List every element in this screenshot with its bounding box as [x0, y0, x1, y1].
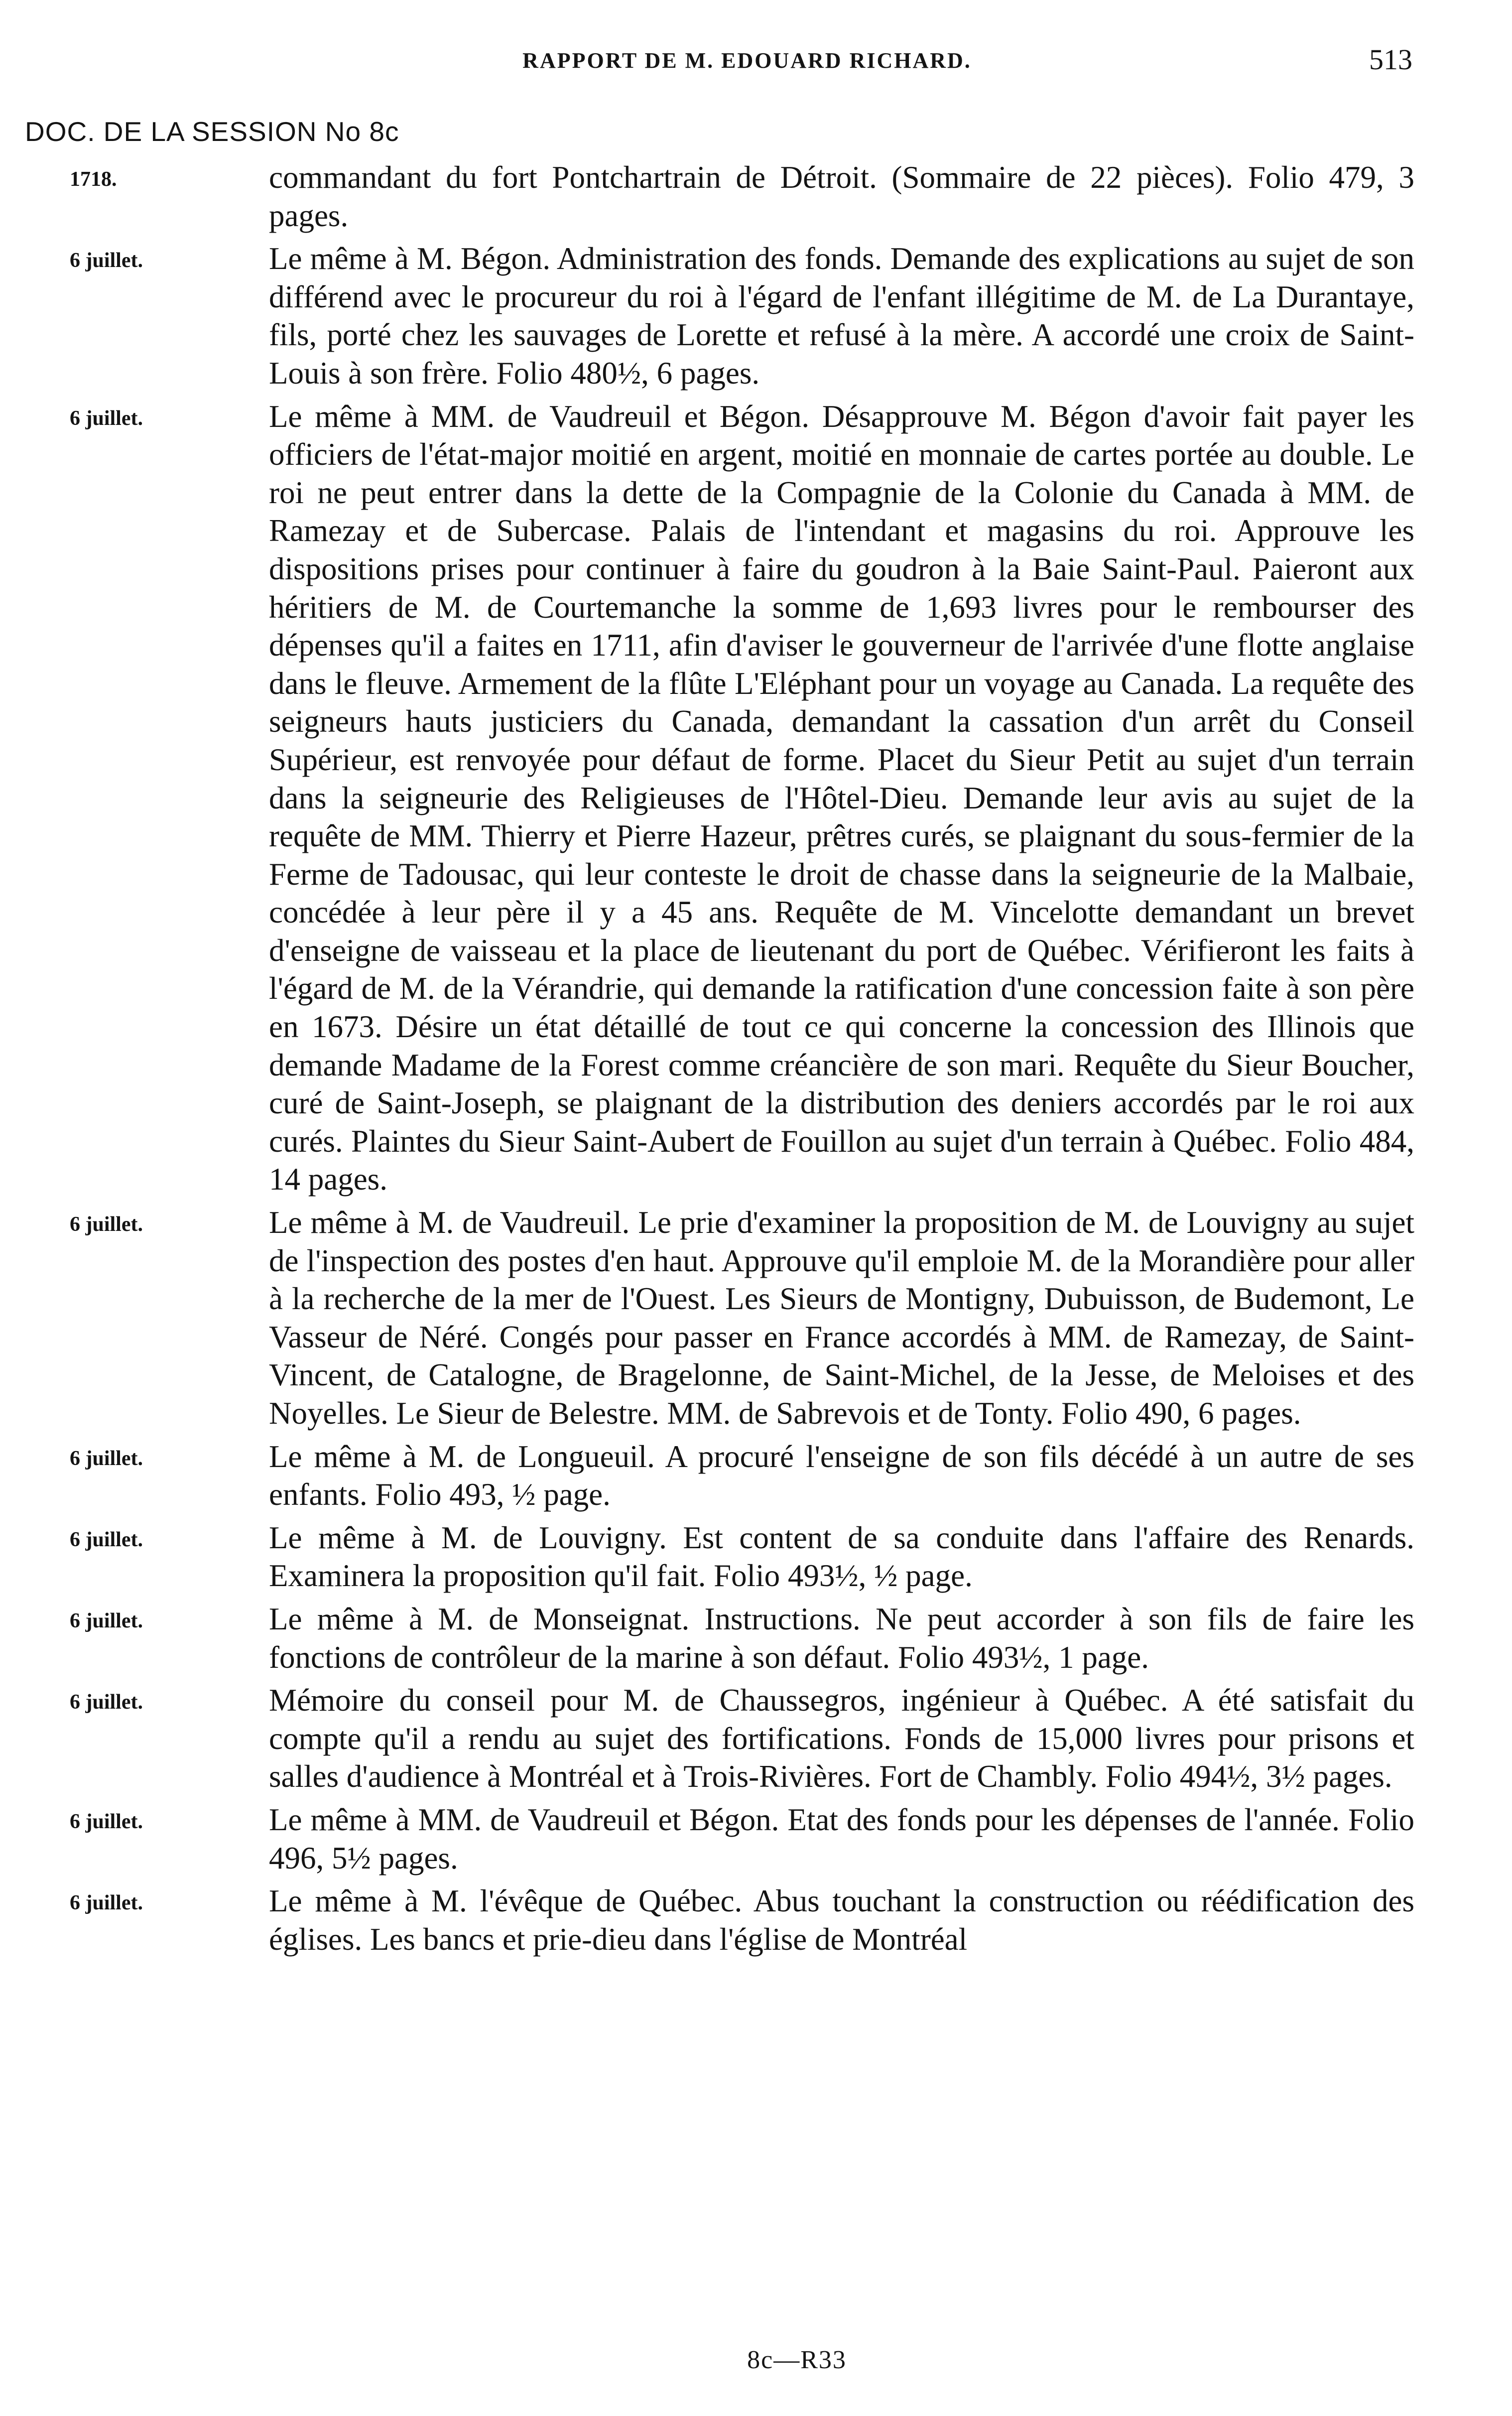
entry — [0, 1681, 1512, 1796]
entry-text: Mémoire du conseil pour M. de Chaussegros, ingénieur à Québec. A été satisfait du compte qu'il a rendu au sujet des fortifications. Fonds de 15,000 livres pour prisons et salles d'audience à Montréal et à Trois-Rivières. Fort de Chambly. Folio 494½, 3½ pages. — [269, 1683, 1414, 1794]
entry-date: 6 juillet. — [70, 1891, 143, 1915]
entry-text: Le même à M. de Louvigny. Est content de sa conduite dans l'affaire des Renards. Examinera la proposition qu'il fait. Folio 493½, ½ page. — [269, 1520, 1414, 1594]
entry-date: 6 juillet. — [70, 1810, 143, 1833]
entry — [0, 1438, 1512, 1514]
entry-text: Le même à M. de Vaudreuil. Le prie d'examiner la proposition de M. de Louvigny au sujet de l'inspection des postes d'en haut. Approuve qu'il emploie M. de la Morandière pour aller à la recherche de la mer de l'Ouest. Les Sieurs de Montigny, Dubuisson, de Budemont, Le Vasseur de Néré. Congés pour passer en France accordés à MM. de Ramezay, de Saint-Vincent, de Catalogne, de Bragelonne, de Saint-Michel, de la Jesse, de Meloises et des Noyelles. Le Sieur de Belestre. MM. de Sabrevois et de Tonty. Folio 490, 6 pages. — [269, 1205, 1414, 1431]
entry — [0, 1204, 1512, 1433]
entry-date: 1718. — [70, 168, 117, 191]
entry-date: 6 juillet. — [70, 249, 143, 272]
entry — [0, 1600, 1512, 1676]
entry-date: 6 juillet. — [70, 1528, 143, 1551]
entry-date: 6 juillet. — [70, 1691, 143, 1714]
entry-text: Le même à M. de Monseignat. Instructions. Ne peut accorder à son fils de faire les fonctions de contrôleur de la marine à son défaut. Folio 493½, 1 page. — [269, 1601, 1414, 1675]
entry — [0, 158, 1512, 235]
entry — [0, 240, 1512, 392]
entry-text: Le même à MM. de Vaudreuil et Bégon. Etat des fonds pour les dépenses de l'année. Folio 496, 5½ pages. — [269, 1802, 1414, 1876]
printer-signature: 8c—R33 — [747, 2346, 847, 2374]
entry-text: Le même à MM. de Vaudreuil et Bégon. Désapprouve M. Bégon d'avoir fait payer les officiers de l'état-major moitié en argent, moitié en monnaie de cartes portée au double. Le roi ne peut entrer dans la dette de la Compagnie de la Colonie du Canada à MM. de Ramezay et de Subercase. Palais de l'intendant et magasins du roi. Approuve les dispositions prises pour continuer à faire du goudron à la Baie Saint-Paul. Paieront aux héritiers de M. de Courtemanche la somme de 1,693 livres pour le rembourser des dépenses qu'il a faites en 1711, afin d'aviser le gouverneur de l'arrivée d'une flotte anglaise dans le fleuve. Armement de la flûte L'Eléphant pour un voyage au Canada. La requête des seigneurs hauts justiciers du Canada, demandant la cassation d'un arrêt du Conseil Supérieur, est renvoyée pour défaut de forme. Placet du Sieur Petit au sujet d'un terrain dans la seigneurie des Religieuses de l'Hôtel-Dieu. Demande leur avis au sujet de la requête de MM. Thierry et Pierre Hazeur, prêtres curés, se plaignant du sous-fermier de la Ferme de Tadousac, qui leur conteste le droit de chasse dans la seigneurie de la Malbaie, concédée à leur père il y a 45 ans. Requête de M. Vincelotte demandant un brevet d'enseigne de vaisseau et la place de lieutenant du port de Québec. Vérifieront les faits à l'égard de M. de la Vérandrie, qui demande la ratification d'une concession faite à son père en 1673. Désire un état détaillé de tout ce qui concerne la concession des Illinois que demande Madame de la Forest comme créancière de son mari. Requête du Sieur Boucher, curé de Saint-Joseph, se plaignant de la distribution des deniers accordés par le roi aux curés. Plaintes du Sieur Saint-Aubert de Fouillon au sujet d'un terrain à Québec. Folio 484, 14 pages. — [269, 399, 1414, 1197]
running-title: RAPPORT DE M. EDOUARD RICHARD. — [522, 48, 972, 73]
entry-date: 6 juillet. — [70, 1609, 143, 1632]
entry — [0, 1519, 1512, 1595]
entry-date: 6 juillet. — [70, 1213, 143, 1236]
entry — [0, 1882, 1512, 1958]
session-document-label: DOC. DE LA SESSION No 8c — [25, 116, 399, 147]
entry-text: Le même à M. l'évêque de Québec. Abus touchant la construction ou réédification des églises. Les bancs et prie-dieu dans l'église de Montréal — [269, 1883, 1414, 1957]
entry-text: Le même à M. Bégon. Administration des fonds. Demande des explications au sujet de son différend avec le procureur du roi à l'égard de l'enfant illégitime de M. de La Durantaye, fils, porté chez les sauvages de Lorette et refusé à la mère. A accordé une croix de Saint-Louis à son frère. Folio 480½, 6 pages. — [269, 241, 1414, 391]
entry-text: commandant du fort Pontchartrain de Détroit. (Sommaire de 22 pièces). Folio 479, 3 pages. — [269, 160, 1414, 233]
entry — [0, 398, 1512, 1199]
entry — [0, 1801, 1512, 1877]
entries-list — [0, 158, 1512, 1963]
entry-date: 6 juillet. — [70, 1447, 143, 1470]
page-number: 513 — [1369, 43, 1412, 76]
entry-text: Le même à M. de Longueuil. A procuré l'enseigne de son fils décédé à un autre de ses enfants. Folio 493, ½ page. — [269, 1439, 1414, 1512]
entry-date: 6 juillet. — [70, 406, 143, 430]
